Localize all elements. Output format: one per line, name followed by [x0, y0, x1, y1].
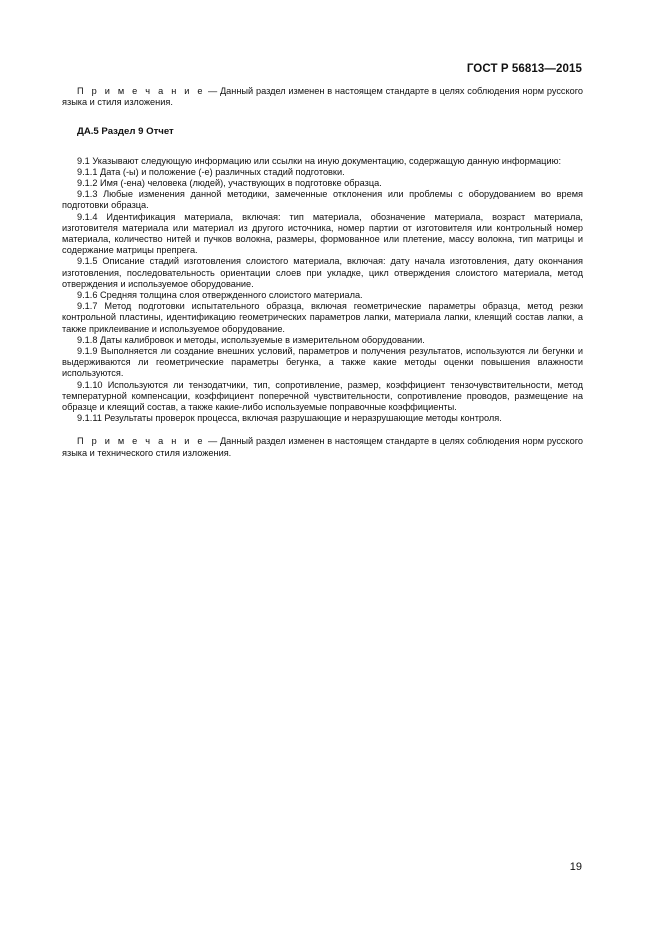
paragraph-9-1-10: 9.1.10 Используются ли тензодатчики, тип, сопротивление, размер, коэффициент тензочувствительности, метод температурной компенсации, коэффициент поперечной чувствительности, сопротивление проводов, размещение на образце и клеящий состав, а также какие-либо используемые поправочные коэффициенты.: [62, 379, 583, 413]
paragraph-9-1-5: 9.1.5 Описание стадий изготовления слоистого материала, включая: дату начала изготовления, дату окончания изготовления, последовательность ориентации слоев при укладке, цикл отверждения слоистого материала, метод отверждения и используемое оборудование.: [62, 256, 583, 289]
page-number: 19: [569, 861, 582, 873]
paragraph-9-1: 9.1 Указывают следующую информацию или ссылки на иную документацию, содержащую данную информацию:: [77, 155, 562, 166]
paragraph-9-1-7: 9.1.7 Метод подготовки испытательного образца, включая геометрические параметры образца, метод резки контрольной пластины, идентификацию геометрических параметров лапки, материала лапки, клеящий состав лапки, а также приклеивание и используемое оборудование.: [62, 301, 583, 334]
page-content: [62, 86, 583, 459]
note-bottom: [62, 436, 583, 458]
section-title: ДА.5 Раздел 9 Отчет: [77, 126, 174, 138]
paragraph-9-1-9: 9.1.9 Выполняется ли создание внешних условий, параметров и получения результатов, используются ли бегунки и выдерживаются ли геометрические параметры бегунка, а также какие методы оценки повышения влажности используются.: [62, 346, 583, 379]
document-code: ГОСТ Р 56813—2015: [466, 63, 582, 75]
paragraph-9-1-1: 9.1.1 Дата (-ы) и положение (-е) различных стадий подготовки.: [77, 166, 345, 177]
paragraph-9-1-2: 9.1.2 Имя (-ена) человека (людей), участвующих в подготовке образца.: [77, 178, 382, 189]
note-label: П р и м е ч а н и е: [77, 86, 206, 96]
paragraph-9-1-3: 9.1.3 Любые изменения данной методики, замеченные отклонения или проблемы с оборудованием во время подготовки образца.: [62, 189, 583, 211]
note-top: [62, 86, 583, 108]
paragraph-9-1-6: 9.1.6 Средняя толщина слоя отвержденного слоистого материала.: [77, 290, 363, 301]
paragraph-9-1-8: 9.1.8 Даты калибровок и методы, используемые в измерительном оборудовании.: [77, 334, 425, 345]
note-text: — Данный раздел изменен в настоящем стандарте в целях соблюдения норм русского языка и технического стиля изложения.: [62, 436, 583, 458]
paragraph-9-1-4: 9.1.4 Идентификация материала, включая: тип материала, обозначение материала, возраст материала, изготовителя материала или материал из другого источника, номер партии от изготовителя или контрольный номер материала, количество нитей и пучков волокна, размеры, формованное или плетение, массу волокна, тип матрицы и содержание матрицы препрега.: [62, 211, 583, 256]
note-text: — Данный раздел изменен в настоящем стандарте в целях соблюдения норм русского языка и стиля изложения.: [62, 86, 583, 108]
paragraph-9-1-11: 9.1.11 Результаты проверок процесса, включая разрушающие и неразрушающие методы контроля.: [77, 413, 502, 424]
note-label: П р и м е ч а н и е: [77, 436, 206, 447]
